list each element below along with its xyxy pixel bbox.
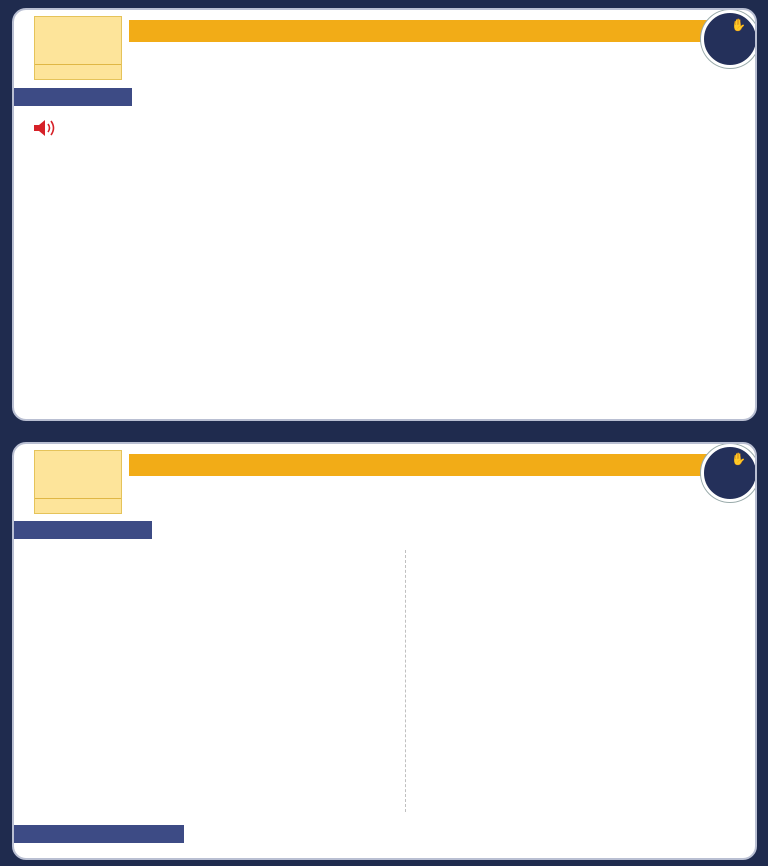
section-a-bar — [14, 88, 132, 106]
brand-logo — [701, 10, 757, 68]
column-divider — [405, 550, 406, 812]
brand-logo — [701, 444, 757, 502]
speaker-icon[interactable] — [32, 118, 60, 138]
section-c-bar — [14, 825, 184, 843]
wave-icon: ✋ — [731, 18, 746, 32]
title-box — [34, 16, 122, 80]
worksheet-page-2 — [12, 442, 757, 860]
section-b-bar — [14, 521, 152, 539]
header-bar — [129, 20, 707, 42]
title-box — [34, 450, 122, 514]
worksheet-page-1 — [12, 8, 757, 421]
header-bar — [129, 454, 707, 476]
wave-icon: ✋ — [731, 452, 746, 466]
